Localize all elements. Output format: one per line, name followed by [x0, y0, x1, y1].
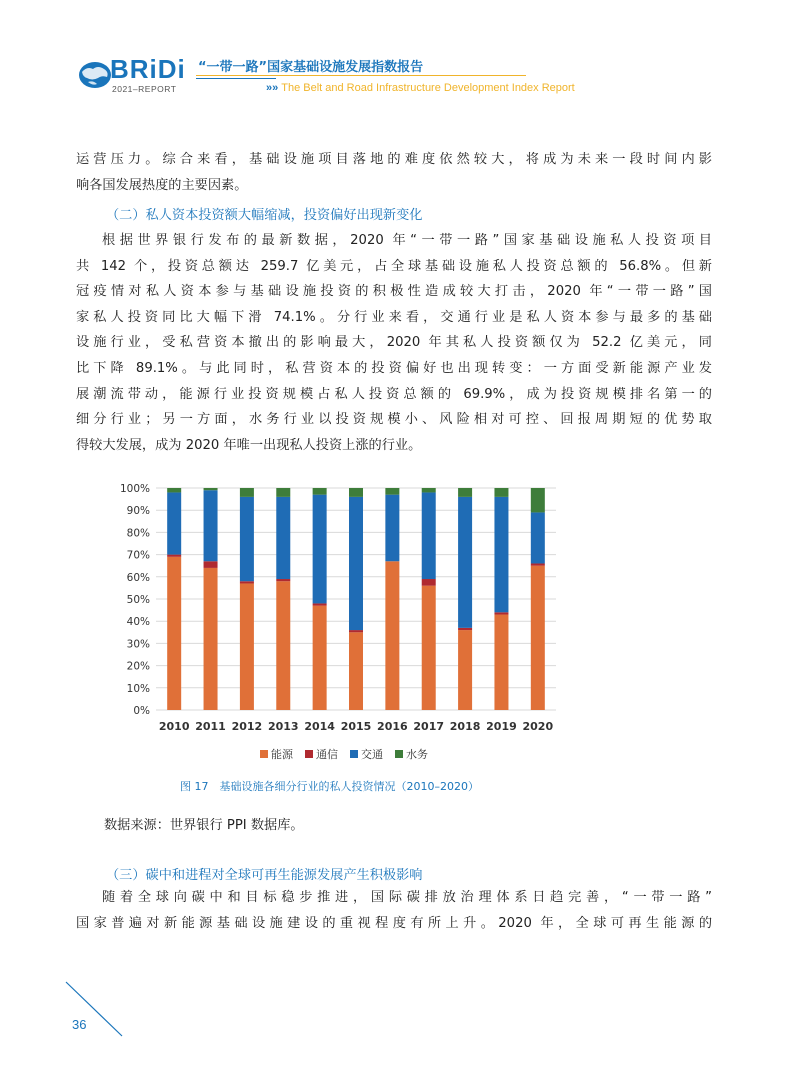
- bar-segment: [313, 606, 327, 710]
- legend-swatch: [350, 750, 358, 758]
- page-number: 36: [72, 1017, 87, 1032]
- bar-segment: [531, 563, 545, 565]
- x-tick-label: 2011: [195, 720, 226, 733]
- figure-caption: 图 17 基础设施各细分行业的私人投资情况（2010–2020）: [180, 780, 479, 793]
- section-heading-2: （二）私人资本投资额大幅缩减，投资偏好出现新变化: [106, 208, 423, 223]
- report-title-en-text: The Belt and Road Infrastructure Development Index Report: [281, 82, 575, 94]
- text-line: 国家普遍对新能源基础设施建设的重视程度有所上升。2020 年，全球可再生能源的: [76, 915, 712, 931]
- bar-segment: [422, 488, 436, 492]
- bar-segment: [349, 497, 363, 630]
- bar-segment: [167, 492, 181, 554]
- y-tick-label: 20%: [126, 660, 150, 673]
- bar-segment: [494, 615, 508, 710]
- bar-segment: [494, 488, 508, 497]
- bar-segment: [531, 512, 545, 563]
- x-tick-label: 2020: [522, 720, 554, 733]
- y-tick-label: 0%: [133, 705, 150, 717]
- page-header: [78, 52, 638, 102]
- text-line: 根据世界银行发布的最新数据，2020 年“一带一路”国家基础设施私人投资项目: [102, 233, 712, 248]
- x-tick-label: 2019: [486, 720, 517, 733]
- bar-segment: [276, 497, 290, 579]
- bar-segment: [204, 561, 218, 568]
- bar-segment: [313, 488, 327, 495]
- y-tick-label: 10%: [126, 682, 150, 695]
- bar-segment: [313, 603, 327, 605]
- bar-segment: [349, 630, 363, 632]
- bar-segment: [422, 579, 436, 586]
- bar-segment: [531, 488, 545, 512]
- bar-segment: [204, 488, 218, 490]
- bar-segment: [240, 497, 254, 581]
- bar-segment: [349, 488, 363, 497]
- legend-swatch: [395, 750, 403, 758]
- text-line: 运营压力。综合来看，基础设施项目落地的难度依然较大，将成为未来一段时间内影: [76, 152, 712, 167]
- bar-segment: [349, 632, 363, 710]
- y-tick-label: 50%: [126, 594, 150, 606]
- y-tick-label: 70%: [126, 549, 150, 562]
- y-tick-label: 100%: [119, 483, 150, 495]
- bar-segment: [276, 581, 290, 710]
- bar-segment: [458, 630, 472, 710]
- y-tick-label: 30%: [126, 638, 150, 651]
- x-tick-label: 2010: [158, 720, 190, 733]
- x-tick-label: 2014: [304, 720, 335, 733]
- logo-subtitle: 2021–REPORT: [112, 84, 177, 94]
- chart-canvas: [110, 476, 570, 776]
- x-tick-label: 2012: [231, 720, 263, 733]
- bar-segment: [240, 583, 254, 710]
- y-tick-label: 80%: [126, 527, 150, 540]
- intro-paragraph: [76, 147, 712, 198]
- text-line: 冠疫情对私人资本参与基础设施投资的积极性造成较大打击，2020 年“一带一路”国: [76, 284, 712, 300]
- section-2-paragraph: [76, 228, 712, 458]
- x-tick-label: 2017: [413, 720, 445, 733]
- globe-logo-icon: [78, 60, 112, 90]
- x-tick-label: 2015: [340, 720, 372, 733]
- logo-text: BRiDi: [110, 54, 186, 84]
- bar-segment: [276, 488, 290, 497]
- text-line: 响各国发展热度的主要因素。: [76, 177, 248, 193]
- y-tick-label: 40%: [126, 616, 150, 629]
- section-3-paragraph: [76, 885, 712, 936]
- bar-segment: [531, 566, 545, 710]
- header-divider-accent: [196, 78, 276, 79]
- bar-segment: [313, 495, 327, 604]
- bar-segment: [385, 495, 399, 562]
- bar-segment: [204, 568, 218, 710]
- bar-segment: [385, 488, 399, 495]
- text-line: 设施行业，受私营资本撤出的影响最大，2020 年其私人投资额仅为 52.2 亿美元，同: [76, 335, 712, 351]
- text-line: 随着全球向碳中和目标稳步推进，国际碳排放治理体系日趋完善，“一带一路”: [102, 890, 712, 905]
- legend-label: 通信: [316, 748, 338, 761]
- bar-segment: [494, 612, 508, 614]
- bar-segment: [167, 555, 181, 557]
- bar-segment: [276, 579, 290, 581]
- bar-segment: [240, 581, 254, 583]
- data-source-note: 数据来源：世界银行 PPI 数据库。: [104, 818, 304, 833]
- legend-label: 能源: [271, 748, 293, 761]
- x-tick-label: 2016: [377, 720, 408, 733]
- x-tick-label: 2018: [449, 720, 481, 733]
- text-line: 共 142 个，投资总额达 259.7 亿美元，占全球基础设施私人投资总额的 56.8%。但新: [76, 258, 712, 274]
- x-tick-label: 2013: [267, 720, 299, 733]
- legend-swatch: [305, 750, 313, 758]
- bar-segment: [422, 586, 436, 710]
- report-title-cn: “一带一路”国家基础设施发展指数报告: [198, 60, 424, 75]
- y-tick-label: 90%: [126, 505, 150, 518]
- text-line: 细分行业；另一方面，水务行业以投资规模小、风险相对可控、回报周期短的优势取: [76, 412, 712, 428]
- legend-swatch: [260, 750, 268, 758]
- text-line: 家私人投资同比大幅下滑 74.1%。分行业来看，交通行业是私人资本参与最多的基础: [76, 309, 712, 325]
- bar-segment: [458, 628, 472, 630]
- text-line: 比下降 89.1%。与此同时，私营资本的投资偏好也出现转变：一方面受新能源产业发: [76, 360, 712, 376]
- report-title-en: [266, 82, 575, 94]
- bar-segment: [204, 490, 218, 561]
- bar-segment: [422, 492, 436, 579]
- header-divider: [196, 75, 526, 76]
- bar-segment: [167, 557, 181, 710]
- bar-segment: [458, 488, 472, 497]
- text-line: 得较大发展，成为 2020 年唯一出现私人投资上涨的行业。: [76, 437, 422, 453]
- bar-segment: [385, 561, 399, 710]
- text-line: 展潮流带动，能源行业投资规模占私人投资总额的 69.9%，成为投资规模排名第一的: [76, 386, 712, 402]
- bar-segment: [458, 497, 472, 628]
- stacked-bar-chart: [110, 476, 570, 776]
- bar-segment: [240, 488, 254, 497]
- y-tick-label: 60%: [126, 571, 150, 584]
- bar-segment: [167, 488, 181, 492]
- section-heading-3: （三）碳中和进程对全球可再生能源发展产生积极影响: [106, 868, 423, 883]
- double-chevron-icon: »»: [266, 82, 279, 94]
- legend-label: 交通: [361, 748, 383, 761]
- legend-label: 水务: [406, 748, 428, 761]
- bar-segment: [494, 497, 508, 612]
